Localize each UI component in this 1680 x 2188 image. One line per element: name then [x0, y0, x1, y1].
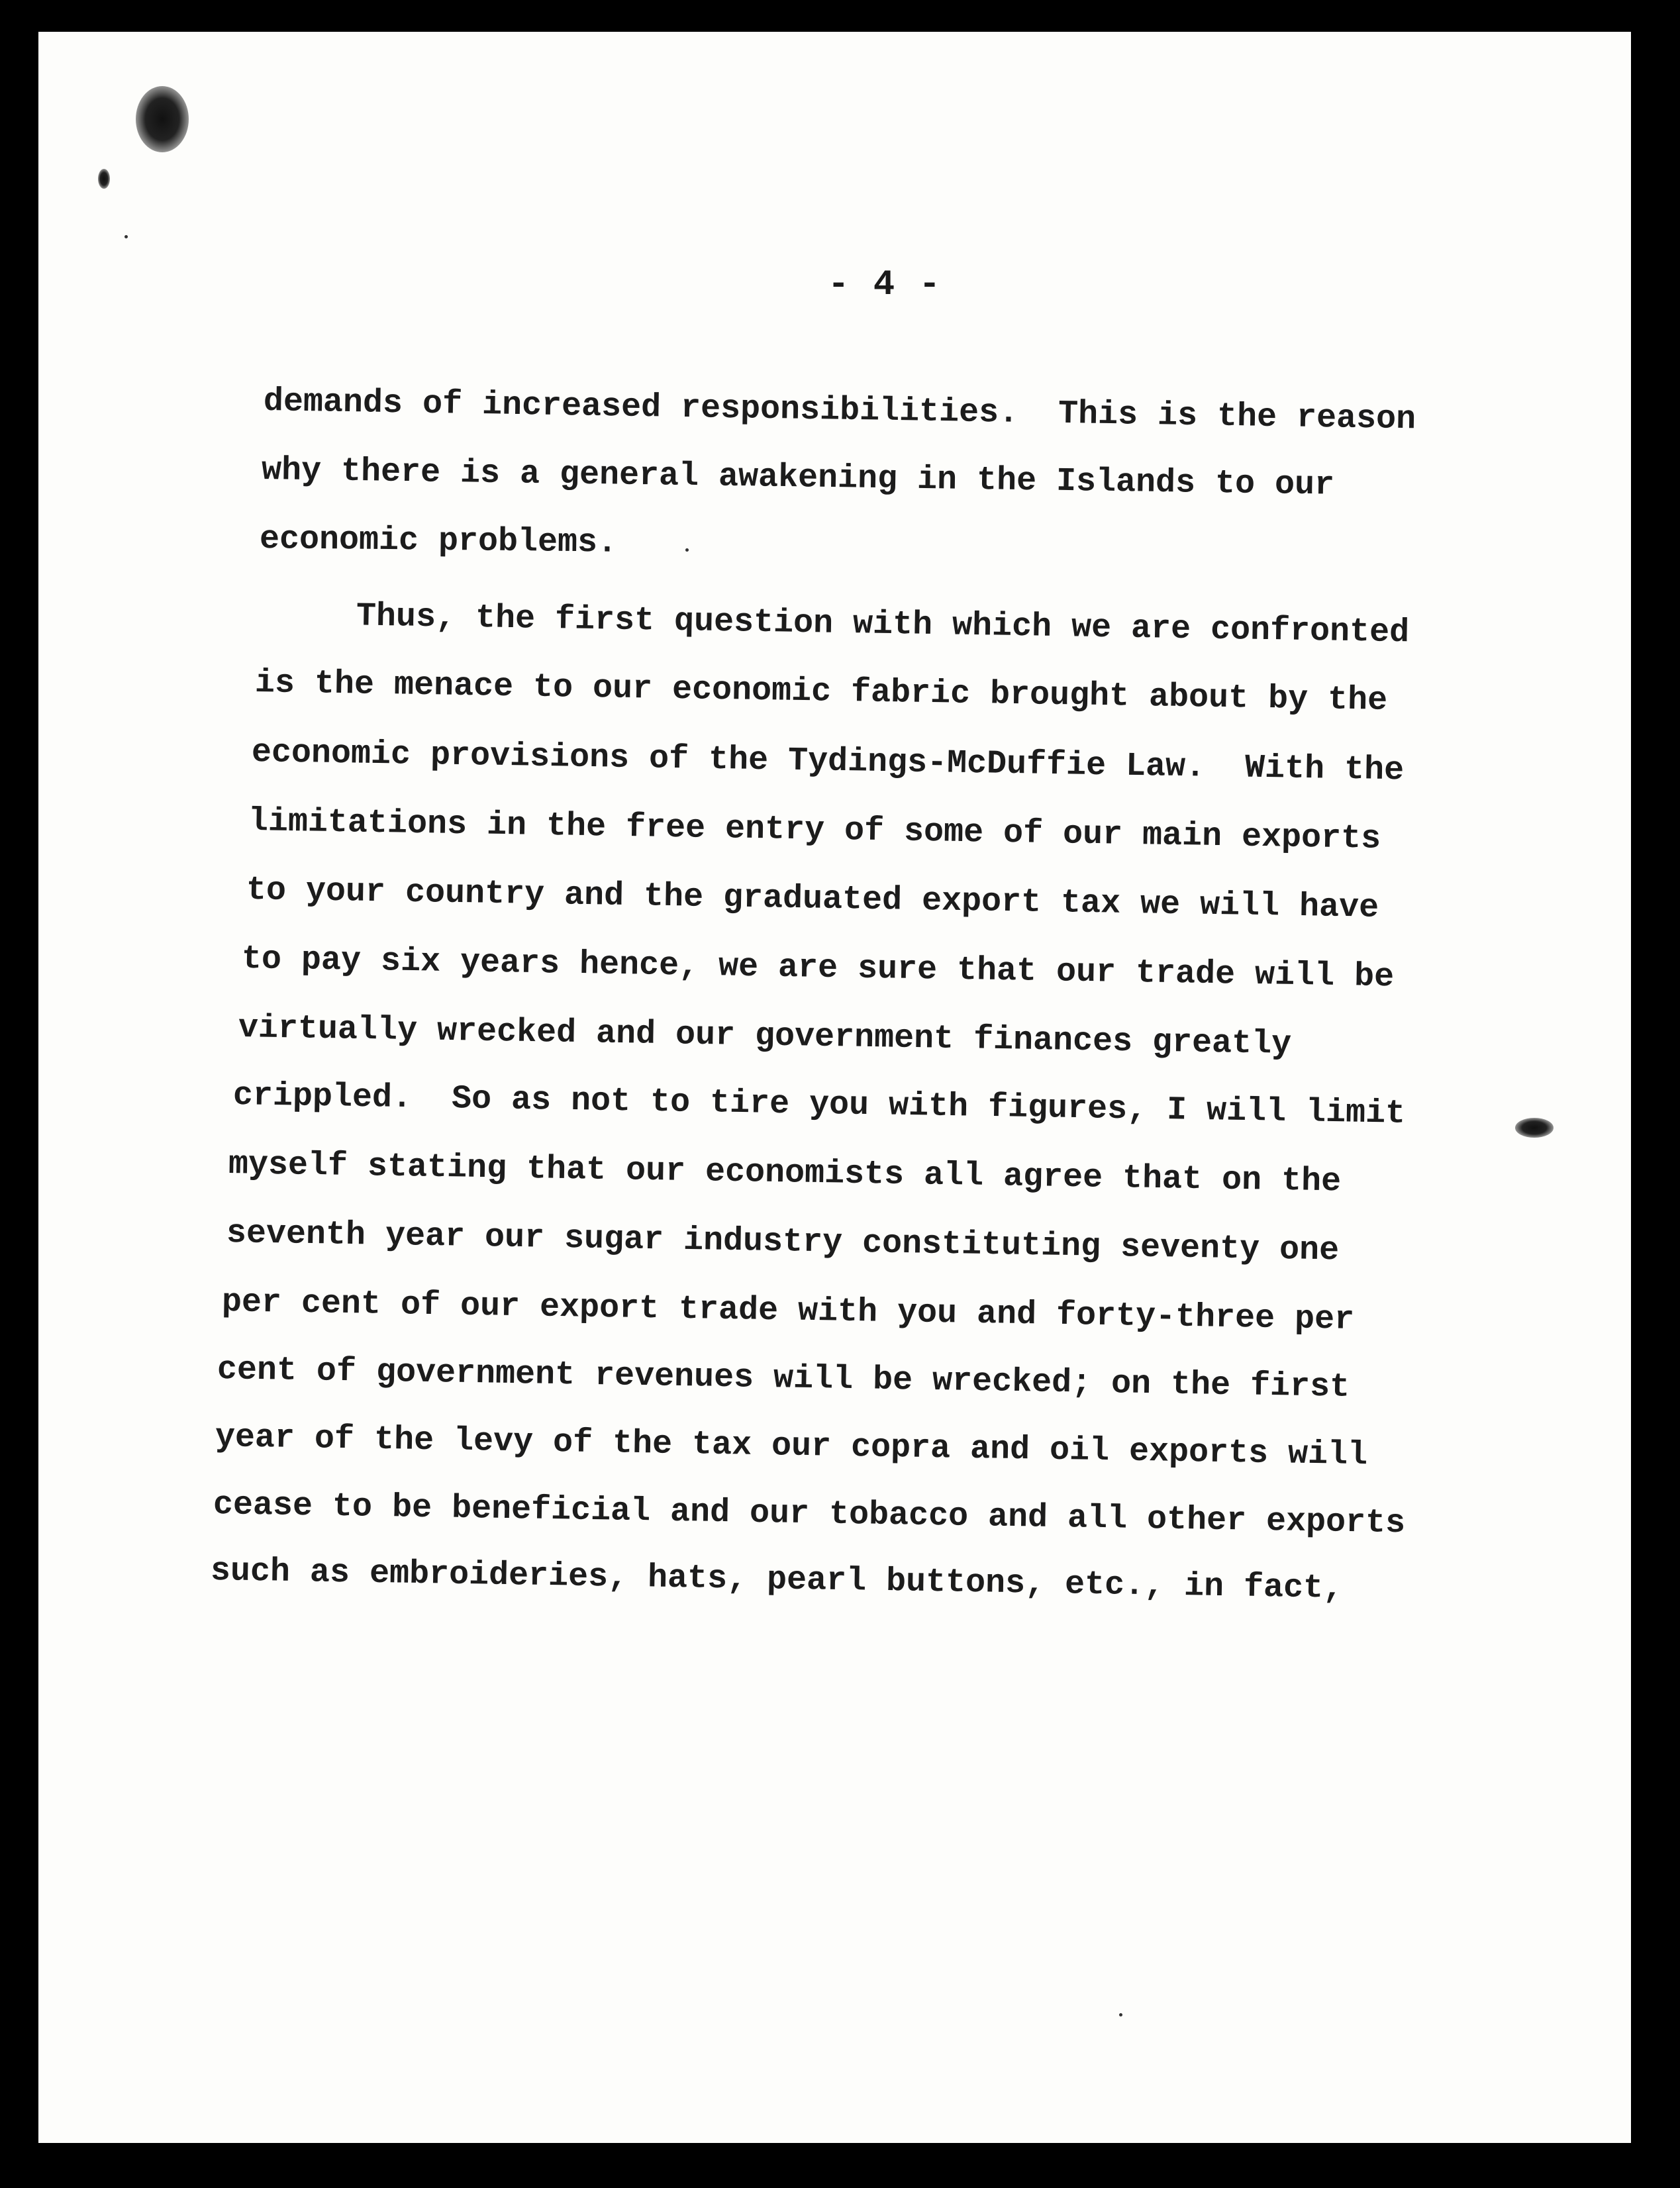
text-line: such as embroideries, hats, pearl buttons, etc., in fact, [210, 1552, 1344, 1608]
ink-blot-top-left [136, 86, 189, 152]
text-line: to your country and the graduated export tax we will have [246, 871, 1379, 927]
text-line: myself stating that our economists all agree that on the [228, 1146, 1342, 1201]
text-line: seventh year our sugar industry constituting seventy one [226, 1215, 1340, 1270]
text-line: economic provisions of the Tydings-McDuffie Law. With the [251, 734, 1405, 790]
ink-speck-left [98, 169, 110, 189]
page-number: - 4 - [828, 265, 942, 305]
text-line: virtually wrecked and our government finances greatly [238, 1009, 1292, 1064]
text-line: crippled. So as not to tire you with figures, I will limit [232, 1077, 1406, 1133]
text-line: per cent of our export trade with you and forty-three per [221, 1283, 1355, 1339]
text-line: cease to be beneficial and our tobacco and all other exports [213, 1486, 1406, 1543]
ink-blot-right-margin [1515, 1118, 1554, 1138]
text-line: demands of increased responsibilities. This is the reason [263, 383, 1416, 439]
text-line: to pay six years hence, we are sure that our trade will be [241, 940, 1395, 997]
text-line: Thus, the first question with which we are confronted [256, 596, 1410, 652]
text-line: year of the levy of the tax our copra and oil exports will [215, 1418, 1368, 1475]
text-line: why there is a general awakening in the Islands to our [261, 452, 1335, 505]
speck-3 [1119, 2013, 1122, 2016]
text-line: limitations in the free entry of some of our main exports [248, 803, 1381, 858]
text-line: economic problems. [259, 521, 618, 562]
speck-2 [685, 548, 689, 552]
speck-1 [124, 235, 128, 238]
text-line: cent of government revenues will be wrecked; on the first [217, 1351, 1350, 1407]
text-line: is the menace to our economic fabric brought about by the [254, 664, 1388, 720]
